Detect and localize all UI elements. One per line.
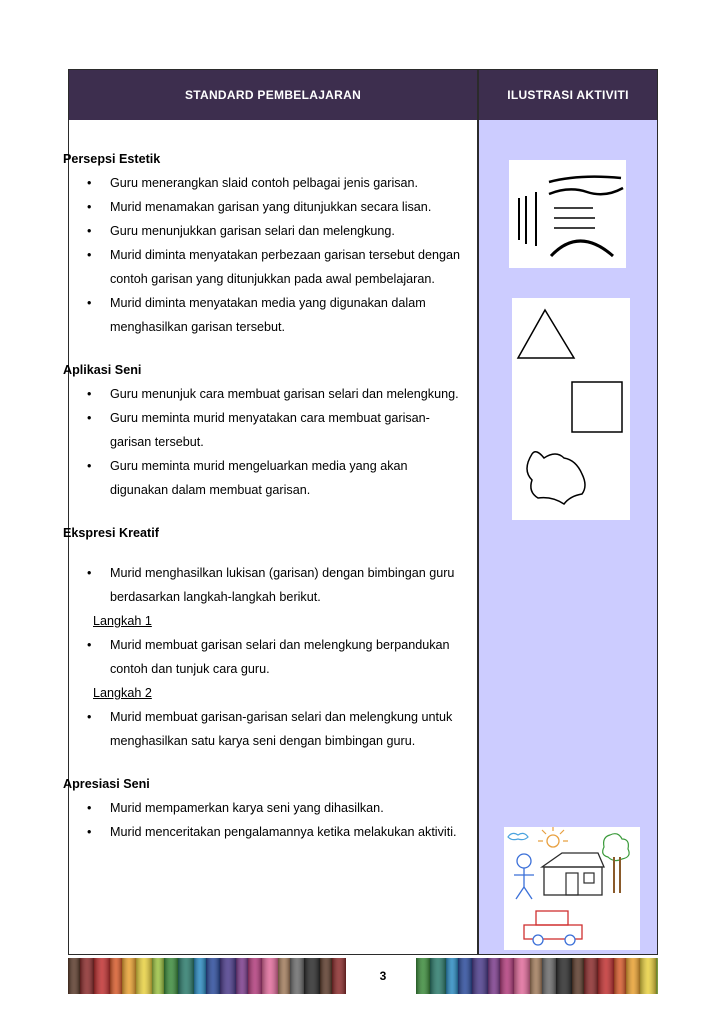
pencil-shade [220, 958, 236, 994]
pencil-shade [332, 958, 346, 994]
list-item: • Guru meminta murid menyatakan cara membuat garisan-garisan tersebut. [63, 406, 463, 454]
header-ilustrasi-aktiviti: ILUSTRASI AKTIVITI [507, 88, 629, 102]
pencil-shade [488, 958, 500, 994]
pencil-shade [530, 958, 542, 994]
pencil-shade [656, 958, 658, 994]
pencil-shade [458, 958, 472, 994]
section-title: Aplikasi Seni [63, 363, 142, 377]
pencil-shade [542, 958, 556, 994]
section-title: Ekspresi Kreatif [63, 526, 159, 540]
pencil-shade [304, 958, 320, 994]
pencil-shade [164, 958, 178, 994]
pencil-shade [94, 958, 110, 994]
list-item: • Guru menunjukkan garisan selari dan melengkung. [63, 219, 463, 243]
pencil-shade [614, 958, 626, 994]
pencil-shade [584, 958, 598, 994]
pencil-shade [320, 958, 332, 994]
lines-illustration [509, 160, 626, 268]
pencil-shade [136, 958, 152, 994]
pencil-shade [278, 958, 290, 994]
pencil-shade [626, 958, 640, 994]
pencil-shade [122, 958, 136, 994]
pencil-shade [640, 958, 656, 994]
page-number: 3 [354, 958, 412, 994]
step-label: Langkah 2 [93, 686, 152, 700]
section-persepsi-estetik [63, 147, 463, 339]
pencil-shade [206, 958, 220, 994]
pencil-shade [446, 958, 458, 994]
pencil-shade [556, 958, 572, 994]
list-item: • Murid membuat garisan-garisan selari dan melengkung untuk menghasilkan satu karya seni dengan bimbingan guru. [63, 705, 463, 753]
step-label: Langkah 1 [93, 614, 152, 628]
list-item: • Murid diminta menyatakan perbezaan garisan tersebut dengan contoh garisan yang ditunjukkan pada awal pembelajaran. [63, 243, 463, 291]
pencil-shade [110, 958, 122, 994]
drawing-illustration [504, 827, 640, 950]
pencil-shade [472, 958, 488, 994]
section-title: Apresiasi Seni [63, 777, 150, 791]
pencil-shade [194, 958, 206, 994]
list-item: • Murid menamakan garisan yang ditunjukkan secara lisan. [63, 195, 463, 219]
section-ekspresi-kreatif [63, 521, 463, 753]
list-item: • Murid membuat garisan selari dan melengkung berpandukan contoh dan tunjuk cara guru. [63, 633, 463, 681]
learning-standard-content [63, 147, 463, 844]
pencil-shade [500, 958, 514, 994]
list-item: • Murid menceritakan pengalamannya ketika melakukan aktiviti. [63, 820, 463, 844]
pencil-shade [430, 958, 446, 994]
pencil-shade [598, 958, 614, 994]
footer [68, 958, 658, 994]
shapes-illustration [512, 298, 630, 520]
pencil-shade [178, 958, 194, 994]
column-divider [477, 70, 479, 954]
section-aplikasi-seni [63, 358, 463, 502]
list-item: • Murid diminta menyatakan media yang digunakan dalam menghasilkan garisan tersebut. [63, 291, 463, 339]
pencil-shade [152, 958, 164, 994]
list-item: • Guru meminta murid mengeluarkan media yang akan digunakan dalam membuat garisan. [63, 454, 463, 502]
header-standard-pembelajaran: STANDARD PEMBELAJARAN [184, 88, 362, 102]
list-item: • Guru menerangkan slaid contoh pelbagai jenis garisan. [63, 171, 463, 195]
pencil-shade [262, 958, 278, 994]
section-apresiasi-seni [63, 772, 463, 844]
pencil-shade [416, 958, 430, 994]
pencil-shade [80, 958, 94, 994]
list-item: • Guru menunjuk cara membuat garisan selari dan melengkung. [63, 382, 463, 406]
pencil-shade [248, 958, 262, 994]
list-item: • Murid mempamerkan karya seni yang dihasilkan. [63, 796, 463, 820]
pencil-shade [514, 958, 530, 994]
pencil-shade [572, 958, 584, 994]
section-title: Persepsi Estetik [63, 152, 161, 166]
pencil-shade [290, 958, 304, 994]
pencil-shade [236, 958, 248, 994]
table-header [69, 70, 657, 120]
list-item: • Murid menghasilkan lukisan (garisan) dengan bimbingan guru berdasarkan langkah-langkah berikut. [63, 561, 463, 609]
pencil-shade [68, 958, 80, 994]
